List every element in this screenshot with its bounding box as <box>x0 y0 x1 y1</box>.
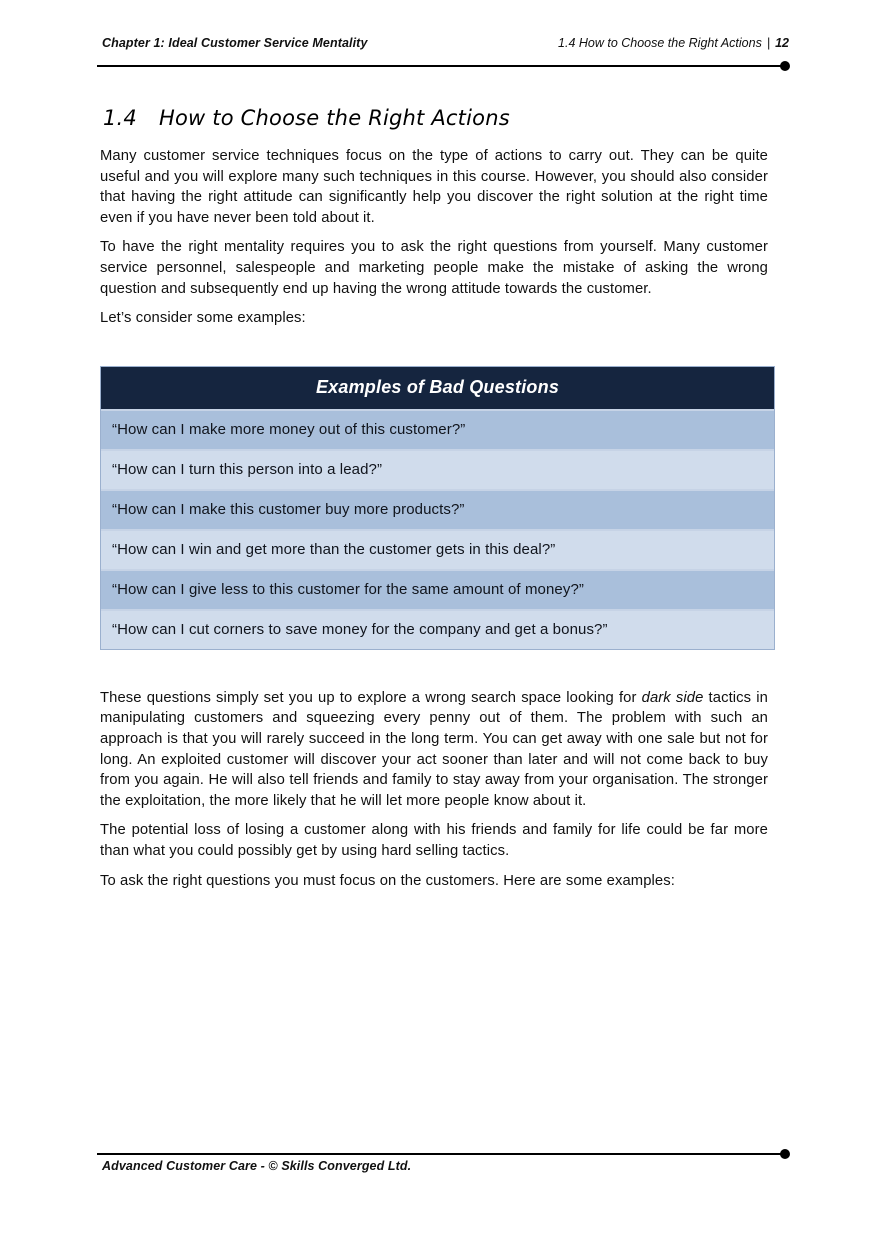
table-row: “How can I win and get more than the customer gets in this deal?” <box>101 529 774 569</box>
table-row: “How can I make this customer buy more products?” <box>101 489 774 529</box>
header-page-number: 12 <box>775 36 789 50</box>
header-section-text: 1.4 How to Choose the Right Actions <box>558 36 762 50</box>
paragraph-3: Let’s consider some examples: <box>100 310 306 327</box>
section-title-text: How to Choose the Right Actions <box>159 106 510 130</box>
table-header: Examples of Bad Questions <box>101 367 774 409</box>
header-section-title <box>558 36 789 50</box>
table-row: “How can I cut corners to save money for the company and get a bonus?” <box>101 609 774 649</box>
paragraph-4-emphasis: dark side <box>641 689 704 706</box>
footer-rule-end-dot <box>780 1149 790 1159</box>
table-row: “How can I make more money out of this customer?” <box>101 409 774 449</box>
bad-questions-table <box>100 366 775 650</box>
section-title <box>103 106 510 130</box>
paragraph-4-start: These questions simply set you up to explore a wrong search space looking for <box>100 689 642 706</box>
header-chapter-title: Chapter 1: Ideal Customer Service Mentality <box>102 36 368 50</box>
paragraph-4 <box>100 688 768 812</box>
section-number: 1.4 <box>103 106 137 130</box>
paragraph-5: The potential loss of losing a customer along with his friends and family for life could be far more than what you could possibly get by using hard selling tactics. <box>100 822 768 859</box>
page-header <box>102 36 789 50</box>
header-rule-end-dot <box>780 61 790 71</box>
body-content <box>100 146 768 900</box>
table-row: “How can I give less to this customer for the same amount of money?” <box>101 569 774 609</box>
footer-rule <box>97 1153 781 1155</box>
table-row: “How can I turn this person into a lead?” <box>101 449 774 489</box>
header-divider: | <box>766 36 771 50</box>
paragraph-4-end: tactics in manipulating customers and squeezing every penny out of them. The problem with such an approach is that you will rarely succeed in the long term. You can get away with one sale but not for long. An exploited customer will discover your act sooner than later and will not come back to buy from you again. He will also tell friends and family to stay away from your organisation. The stronger the exploitation, the more likely that he will let more people know about it. <box>100 689 768 809</box>
paragraph-1: Many customer service techniques focus on the type of actions to carry out. They can be quite useful and you will explore many such techniques in this course. However, you should also consider that having the right attitude can significantly help you discover the right solution at the right time even if you have never been told about it. <box>100 148 768 226</box>
page-footer: Advanced Customer Care - © Skills Converged Ltd. <box>102 1159 412 1173</box>
header-rule <box>97 65 781 67</box>
paragraph-2: To have the right mentality requires you to ask the right questions from yourself. Many customer service personnel, salespeople and marketing people make the mistake of asking the wrong question and subsequently end up having the wrong attitude towards the customer. <box>100 239 768 297</box>
paragraph-6: To ask the right questions you must focus on the customers. Here are some examples: <box>100 872 675 889</box>
